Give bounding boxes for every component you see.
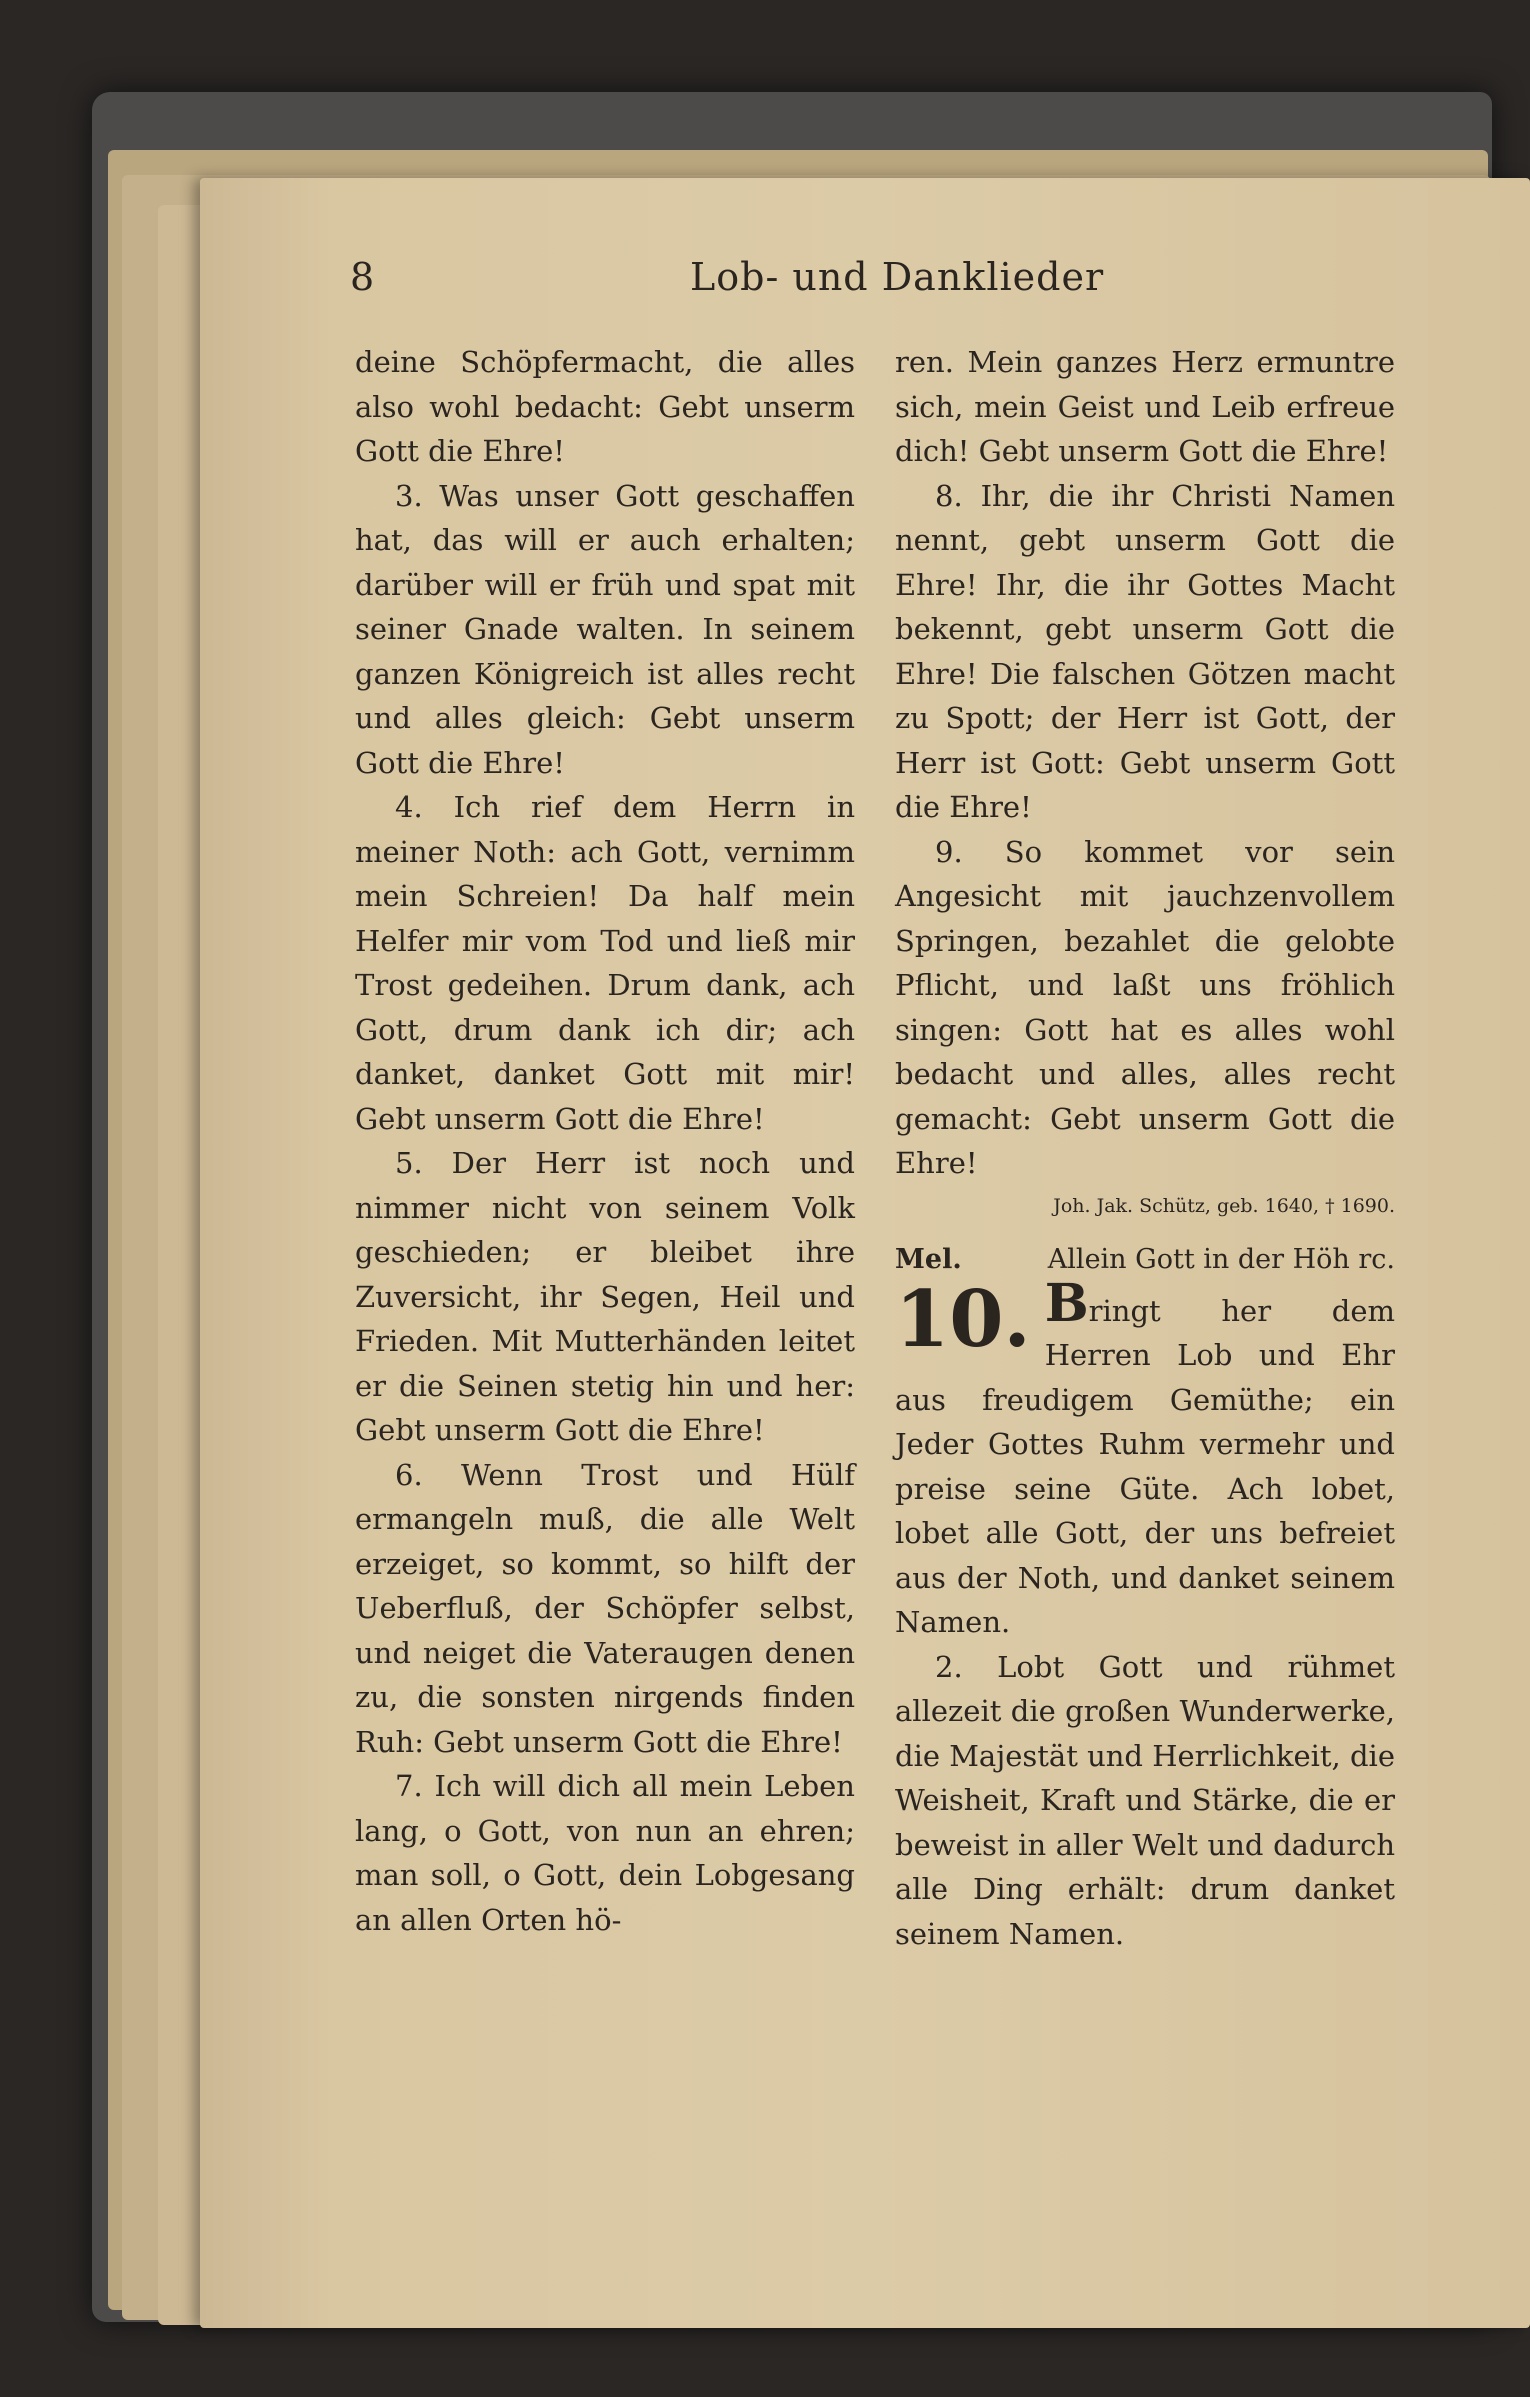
page-number: 8 bbox=[350, 255, 375, 299]
running-head bbox=[350, 255, 1395, 305]
hymn-10-verse-2: 2. Lobt Gott und rühmet allezeit die großen Wunderwerke, die Majestät und Herrlichkeit, die Weisheit, Kraft und Stärke, die er beweist in aller Welt und dadurch alle Ding erhält: drum danket seinem Namen. bbox=[895, 1649, 1395, 1951]
page-title: Lob- und Danklieder bbox=[690, 255, 1105, 299]
verse-7: 7. Ich will dich all mein Leben lang, o Gott, von nun an ehren; man soll, o Gott, dein Lobgesang an allen Orten hö- bbox=[355, 1769, 855, 1937]
left-column bbox=[355, 340, 855, 1942]
melody-label: Mel. bbox=[895, 1243, 962, 1275]
verse-7-continuation: ren. Mein ganzes Herz ermuntre sich, mein Geist und Leib erfreue dich! Gebt unserm Gott die Ehre! bbox=[895, 345, 1395, 468]
hymn-10-verse-1 bbox=[895, 1272, 1395, 1645]
hymn-initial-letter: B bbox=[1044, 1272, 1089, 1334]
verse-continuation: deine Schöpfermacht, die alles also wohl bedacht: Gebt unserm Gott die Ehre! bbox=[355, 345, 855, 468]
verse-6: 6. Wenn Trost und Hülf ermangeln muß, die alle Welt erzeiget, so kommt, so hilft der Ueberfluß, der Schöpfer selbst, und neiget die Vateraugen denen zu, die sonsten nirgends finden Ruh: Gebt unserm Gott die Ehre! bbox=[355, 1457, 855, 1759]
verse-3: 3. Was unser Gott geschaffen hat, das will er auch erhalten; darüber will er früh und spat mit seiner Gnade walten. In seinem ganzen Königreich ist alles recht und alles gleich: Gebt unserm Gott die Ehre! bbox=[355, 478, 855, 780]
verse-5: 5. Der Herr ist noch und nimmer nicht von seinem Volk geschieden; er bleibet ihre Zuversicht, ihr Segen, Heil und Frieden. Mit Mutterhänden leitet er die Seinen stetig hin und her: Gebt unserm Gott die Ehre! bbox=[355, 1146, 855, 1447]
verse-9: 9. So kommet vor sein Angesicht mit jauchzenvollem Springen, bezahlet die gelobte Pflicht, und laßt uns fröhlich singen: Gott hat es alles wohl bedacht und alles, alles recht gemacht: Gebt unserm Gott die Ehre! bbox=[895, 834, 1395, 1180]
right-column bbox=[895, 340, 1395, 1956]
hymn-10-verse-1-text: ringt her dem Herren Lob und Ehr aus freudigem Gemüthe; ein Jeder Gottes Ruhm vermehr und preise seine Güte. Ach lobet, lobet alle Gott, der uns befreiet aus der Noth, und danket seinem Namen. bbox=[895, 1293, 1395, 1639]
hymn-attribution: Joh. Jak. Schütz, geb. 1640, † 1690. bbox=[1053, 1194, 1395, 1217]
verse-8: 8. Ihr, die ihr Christi Namen nennt, gebt unserm Gott die Ehre! Ihr, die ihr Gottes Macht bekennt, gebt unserm Gott die Ehre! Die falschen Götzen macht zu Spott; der Herr ist Gott, der Herr ist Gott: Gebt unserm Gott die Ehre! bbox=[895, 478, 1395, 824]
verse-4: 4. Ich rief dem Herrn in meiner Noth: ach Gott, vernimm mein Schreien! Da half mein Helfer mir vom Tod und ließ mir Trost gedeihen. Drum dank, ach Gott, drum dank ich dir; ach danket, danket Gott mit mir! Gebt unserm Gott die Ehre! bbox=[355, 790, 855, 1136]
melody-text: Allein Gott in der Höh rc. bbox=[1047, 1243, 1395, 1275]
hymn-number: 10. bbox=[895, 1273, 1031, 1365]
